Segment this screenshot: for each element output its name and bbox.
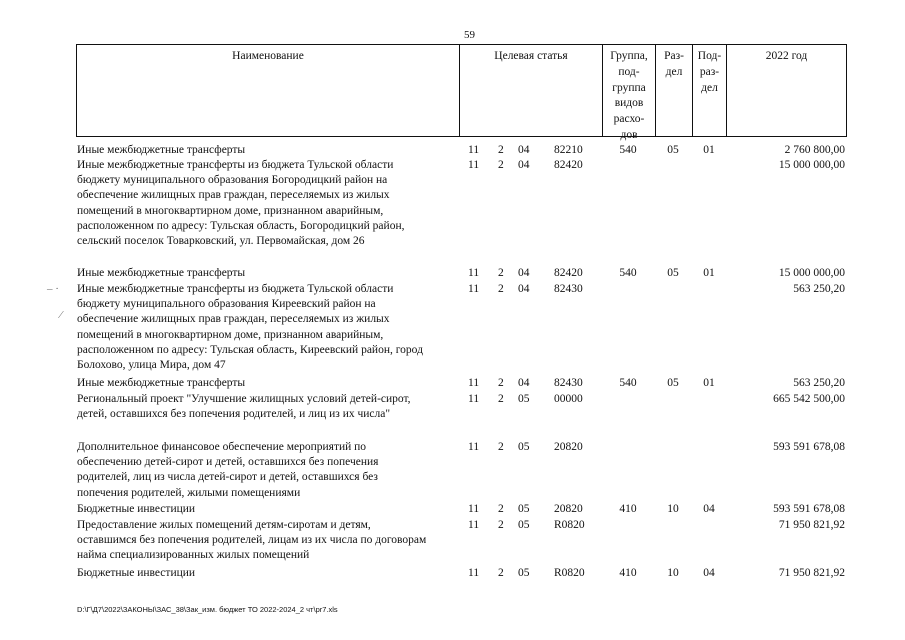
target-code-3: 04 xyxy=(518,377,530,389)
target-code-2: 2 xyxy=(498,159,504,171)
row-name xyxy=(77,158,457,249)
target-code-2: 2 xyxy=(498,503,504,515)
header-line: Группа, xyxy=(610,50,648,62)
header-podrazdel-cell xyxy=(692,44,727,137)
target-code-1: 11 xyxy=(468,283,480,295)
target-code-1: 11 xyxy=(468,503,480,515)
row-name-line: бюджету муниципального образования Киреевский район на xyxy=(77,298,376,311)
razdel-value: 10 xyxy=(667,567,679,579)
target-code-2: 2 xyxy=(498,267,504,279)
amount-2022: 665 542 500,00 xyxy=(773,393,845,405)
header-line: под- xyxy=(618,65,640,78)
page-number: 59 xyxy=(464,29,475,41)
razdel-value: 05 xyxy=(667,144,679,156)
expense-group: 540 xyxy=(619,377,637,389)
header-razdel-cell xyxy=(655,44,693,137)
header-line: дов xyxy=(620,128,638,141)
target-code-3: 05 xyxy=(518,441,530,453)
row-name-line: родителей, лиц из числа детей-сирот и детей, оставшихся без xyxy=(77,471,378,484)
row-name xyxy=(77,266,457,281)
amount-2022: 71 950 821,92 xyxy=(778,519,845,531)
row-name xyxy=(77,440,457,501)
target-code-1: 11 xyxy=(468,567,480,579)
row-name xyxy=(77,143,457,158)
target-code-4: R0820 xyxy=(554,519,585,531)
amount-2022: 71 950 821,92 xyxy=(778,567,845,579)
amount-2022: 563 250,20 xyxy=(793,377,845,389)
target-code-3: 05 xyxy=(518,567,530,579)
expense-group: 410 xyxy=(619,503,637,515)
row-name-line: расположенном по адресу: Тульская область, Киреевский район, город xyxy=(77,343,423,356)
row-name-line: Иные межбюджетные трансферты xyxy=(77,267,246,279)
row-name-line: обеспечению детей-сирот и детей, оставшихся без попечения xyxy=(77,456,379,469)
footer-file-path: D:\Г\Д7\2022\ЗАКОНЫ\ЗАС_38\Зак_изм. бюджет ТО 2022-2024_2 чт\pr7.xls xyxy=(77,605,338,614)
row-name-line: Бюджетные инвестиции xyxy=(77,567,196,579)
row-name-line: Болохово, улица Мира, дом 47 xyxy=(77,359,226,372)
header-line: дел xyxy=(665,65,683,78)
target-code-1: 11 xyxy=(468,441,480,453)
header-line: раз- xyxy=(699,65,720,78)
header-podrazdel xyxy=(693,49,726,96)
target-code-1: 11 xyxy=(468,519,480,531)
amount-2022: 2 760 800,00 xyxy=(784,144,845,156)
target-code-4: 82430 xyxy=(554,283,583,295)
row-name-line: сельский поселок Товарковский, ул. Первомайская, дом 26 xyxy=(77,235,365,248)
amount-2022: 15 000 000,00 xyxy=(778,267,845,279)
target-code-1: 11 xyxy=(468,144,480,156)
header-line: Раз- xyxy=(664,50,684,62)
margin-mark-icon: ⁄ xyxy=(60,309,62,321)
target-code-2: 2 xyxy=(498,377,504,389)
row-name-line: обеспечение жилищных прав граждан, переселяемых из жилых xyxy=(77,313,390,326)
expense-group: 540 xyxy=(619,144,637,156)
amount-2022: 15 000 000,00 xyxy=(778,159,845,171)
row-name-line: Региональный проект "Улучшение жилищных условий детей-сирот, xyxy=(77,393,411,405)
header-group xyxy=(603,49,655,144)
row-name-line: помещений в многоквартирном доме, признанном аварийным, xyxy=(77,204,384,217)
target-code-2: 2 xyxy=(498,567,504,579)
header-line: видов xyxy=(614,97,644,110)
row-name xyxy=(77,282,457,373)
expense-group: 540 xyxy=(619,267,637,279)
target-code-2: 2 xyxy=(498,283,504,295)
podrazdel-value: 04 xyxy=(703,567,715,579)
header-group-cell xyxy=(602,44,656,141)
row-name-line: Дополнительное финансовое обеспечение мероприятий по xyxy=(77,441,367,453)
target-code-4: R0820 xyxy=(554,567,585,579)
target-code-1: 11 xyxy=(468,159,480,171)
target-code-4: 82210 xyxy=(554,144,583,156)
header-name: Наименование xyxy=(232,50,304,62)
header-line: Под- xyxy=(697,50,722,62)
target-code-3: 04 xyxy=(518,267,530,279)
target-code-3: 04 xyxy=(518,283,530,295)
razdel-value: 10 xyxy=(667,503,679,515)
target-code-2: 2 xyxy=(498,144,504,156)
row-name-line: Иные межбюджетные трансферты xyxy=(77,144,246,156)
target-code-4: 20820 xyxy=(554,503,583,515)
podrazdel-value: 04 xyxy=(703,503,715,515)
row-name-line: Иные межбюджетные трансферты из бюджета Тульской области xyxy=(77,159,394,171)
podrazdel-value: 01 xyxy=(703,144,715,156)
row-name-line: Бюджетные инвестиции xyxy=(77,503,196,515)
target-code-1: 11 xyxy=(468,377,480,389)
podrazdel-value: 01 xyxy=(703,267,715,279)
razdel-value: 05 xyxy=(667,267,679,279)
header-line: группа xyxy=(612,81,646,94)
podrazdel-value: 01 xyxy=(703,377,715,389)
target-code-2: 2 xyxy=(498,441,504,453)
row-name xyxy=(77,518,457,564)
target-code-4: 20820 xyxy=(554,441,583,453)
row-name-line: Предоставление жилых помещений детям-сиротам и детям, xyxy=(77,519,371,531)
target-code-4: 82430 xyxy=(554,377,583,389)
amount-2022: 563 250,20 xyxy=(793,283,845,295)
target-code-3: 04 xyxy=(518,144,530,156)
target-code-3: 04 xyxy=(518,159,530,171)
row-name-line: расположенном по адресу: Тульская область, Богородицкий район, xyxy=(77,219,405,232)
row-name-line: детей, оставшихся без попечения родителей, и лиц из их числа" xyxy=(77,408,391,421)
target-code-4: 82420 xyxy=(554,267,583,279)
razdel-value: 05 xyxy=(667,377,679,389)
amount-2022: 593 591 678,08 xyxy=(773,503,845,515)
amount-2022: 593 591 678,08 xyxy=(773,441,845,453)
header-razdel xyxy=(656,49,692,81)
header-line: расхо- xyxy=(613,113,645,126)
header-year-cell xyxy=(726,44,847,137)
header-line: дел xyxy=(701,81,718,94)
expense-group: 410 xyxy=(619,567,637,579)
row-name-line: Иные межбюджетные трансферты xyxy=(77,377,246,389)
header-name-cell xyxy=(76,44,460,137)
target-code-3: 05 xyxy=(518,519,530,531)
target-code-2: 2 xyxy=(498,519,504,531)
row-name-line: обеспечение жилищных прав граждан, переселяемых из жилых xyxy=(77,189,390,202)
header-year: 2022 год xyxy=(765,50,808,62)
row-name xyxy=(77,566,457,581)
target-code-1: 11 xyxy=(468,267,480,279)
header-target: Целевая статья xyxy=(494,50,568,62)
row-name-line: попечения родителей, жилыми помещениями xyxy=(77,486,301,499)
row-name xyxy=(77,392,457,422)
margin-mark-icon: ‒ · xyxy=(47,283,59,295)
target-code-3: 05 xyxy=(518,393,530,405)
target-code-3: 05 xyxy=(518,503,530,515)
target-code-2: 2 xyxy=(498,393,504,405)
header-target-cell xyxy=(459,44,603,137)
row-name xyxy=(77,376,457,391)
target-code-1: 11 xyxy=(468,393,480,405)
row-name xyxy=(77,502,457,517)
row-name-line: бюджету муниципального образования Богородицкий район на xyxy=(77,174,388,187)
target-code-4: 00000 xyxy=(554,393,583,405)
row-name-line: Иные межбюджетные трансферты из бюджета Тульской области xyxy=(77,283,394,295)
target-code-4: 82420 xyxy=(554,159,583,171)
row-name-line: оставшимся без попечения родителей, лицам из их числа по договорам xyxy=(77,534,427,547)
row-name-line: найма специализированных жилых помещений xyxy=(77,549,310,562)
row-name-line: помещений в многоквартирном доме, признанном аварийным, xyxy=(77,328,384,341)
